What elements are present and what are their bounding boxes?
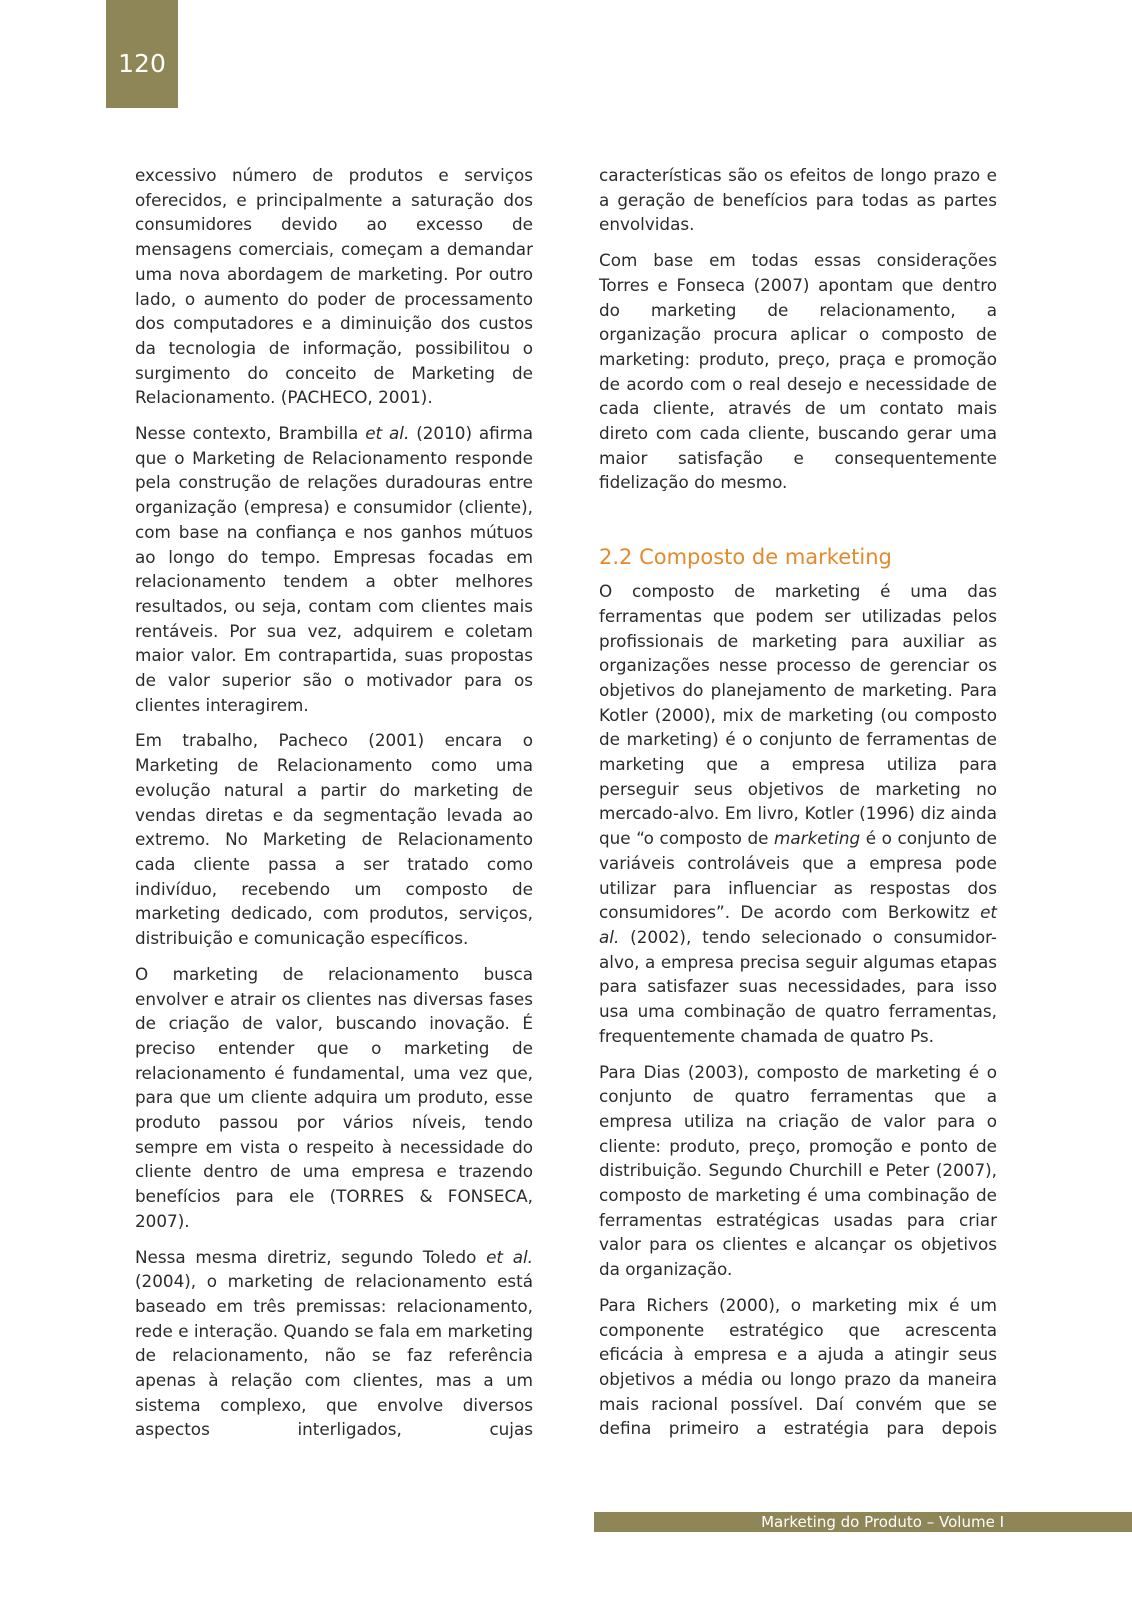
italic-run: et al. [599,902,997,947]
paragraph [135,1245,533,1443]
footer-bar [594,1512,1132,1532]
left-column [135,163,533,1453]
paragraph [599,579,997,1048]
paragraph: Com base em todas essas considerações Torres e Fonseca (2007) apontam que dentro do marketing de relacionamento, a organização procura aplicar o composto de marketing: produto, preço, praça e promoção de acordo com o real desejo e necessidade de cada cliente, através de um contato mais direto com cada cliente, buscando gerar uma maior satisfação e consequentemente fidelização do mesmo. [599,250,997,493]
text-run: Nessa mesma diretriz, segundo Toledo [135,1246,487,1267]
page-number [106,0,178,108]
italic-run: et al. [365,423,410,444]
paragraph: excessivo número de produtos e serviços oferecidos, e principalmente a saturação dos consumidores devido ao excesso de mensagens comerciais, começam a demandar uma nova abordagem de marketing. Por outro lado, o aumento do poder de processamento dos computadores e a diminuição dos custos da tecnologia de informação, possibilitou o surgimento do conceito de Marketing de Relacionamento. (PACHECO, 2001). [135,165,533,408]
text-run: Nesse contexto, Brambilla [135,423,366,444]
text-run: é o conjunto de variáveis controláveis que a empresa pode utilizar para influenciar as respostas dos consumidores”. De acordo com Berkowitz [599,828,997,923]
paragraph: O marketing de relacionamento busca envolver e atrair os clientes nas diversas fases de criação de valor, buscando inovação. É preciso entender que o marketing de relacionamento é fundamental, uma vez que, para que um cliente adquira um produto, esse produto passou por vários níveis, tendo sempre em vista o respeito à necessidade do cliente dentro de uma empresa e trazendo benefícios para ele (TORRES & FONSECA, 2007). [135,963,533,1231]
text-run: O composto de marketing é uma das ferramentas que podem ser utilizadas pelos profissionais de marketing para auxiliar as organizações nesse processo de gerenciar os objetivos do planejamento de marketing. Para Kotler (2000), mix de marketing (ou composto de marketing) é o conjunto de ferramentas de marketing que a empresa utiliza para perseguir seus objetivos de marketing no mercado-alvo. Em livro, Kotler (1996) diz ainda que “o composto de [599,581,997,849]
text-run: (2004), o marketing de relacionamento está baseado em três premissas: relacionamento, rede e interação. Quando se fala em marketing de relacionamento, não se faz referência apenas à relação com clientes, mas a um sistema complexo, que envolve diversos aspectos interligados, cujas [135,1271,533,1440]
right-column [599,163,997,1452]
text-run: (2002), tendo selecionado o consumidor-alvo, a empresa precisa seguir algumas etapas para satisfazer suas necessidades, para isso usa uma combinação de quatro ferramentas, frequentemente chamada de quatro Ps. [599,926,997,1046]
page-number-text: 120 [118,49,166,78]
paragraph: Para Dias (2003), composto de marketing é o conjunto de quatro ferramentas que a empresa utiliza na criação de valor para o cliente: produto, preço, promoção e ponto de distribuição. Segundo Churchill e Peter (2007), composto de marketing é uma combinação de ferramentas estratégicas usadas para criar valor para os clientes e alcançar os objetivos da organização. [599,1061,997,1280]
footer-text: Marketing do Produto – Volume I [761,1513,1004,1531]
italic-run: marketing [774,828,861,849]
text-run: (2010) afirma que o Marketing de Relacionamento responde pela construção de relações duradouras entre organização (empresa) e consumidor (cliente), com base na confiança e nos ganhos mútuos ao longo do tempo. Empresas focadas em relacionamento tendem a obter melhores resultados, ou seja, contam com clientes mais rentáveis. Por sua vez, adquirem e coletam maior valor. Em contrapartida, suas propostas de valor superior são o motivador para os clientes interagirem. [135,423,533,715]
paragraph: Para Richers (2000), o marketing mix é um componente estratégico que acrescenta eficácia à empresa e a ajuda a atingir seus objetivos a média ou longo prazo da maneira mais racional possível. Daí convém que se defina primeiro a estratégia para depois [599,1294,997,1439]
paragraph [135,421,533,717]
paragraph: Em trabalho, Pacheco (2001) encara o Marketing de Relacionamento como uma evolução natural a partir do marketing de vendas diretas e da segmentação levada ao extremo. No Marketing de Relacionamento cada cliente passa a ser tratado como indivíduo, recebendo um composto de marketing dedicado, com produtos, serviços, distribuição e comunicação específicos. [135,730,533,949]
section-heading: 2.2 Composto de marketing [599,545,892,570]
italic-run: et al. [486,1246,533,1267]
paragraph: características são os efeitos de longo prazo e a geração de benefícios para todas as partes envolvidas. [599,165,997,235]
